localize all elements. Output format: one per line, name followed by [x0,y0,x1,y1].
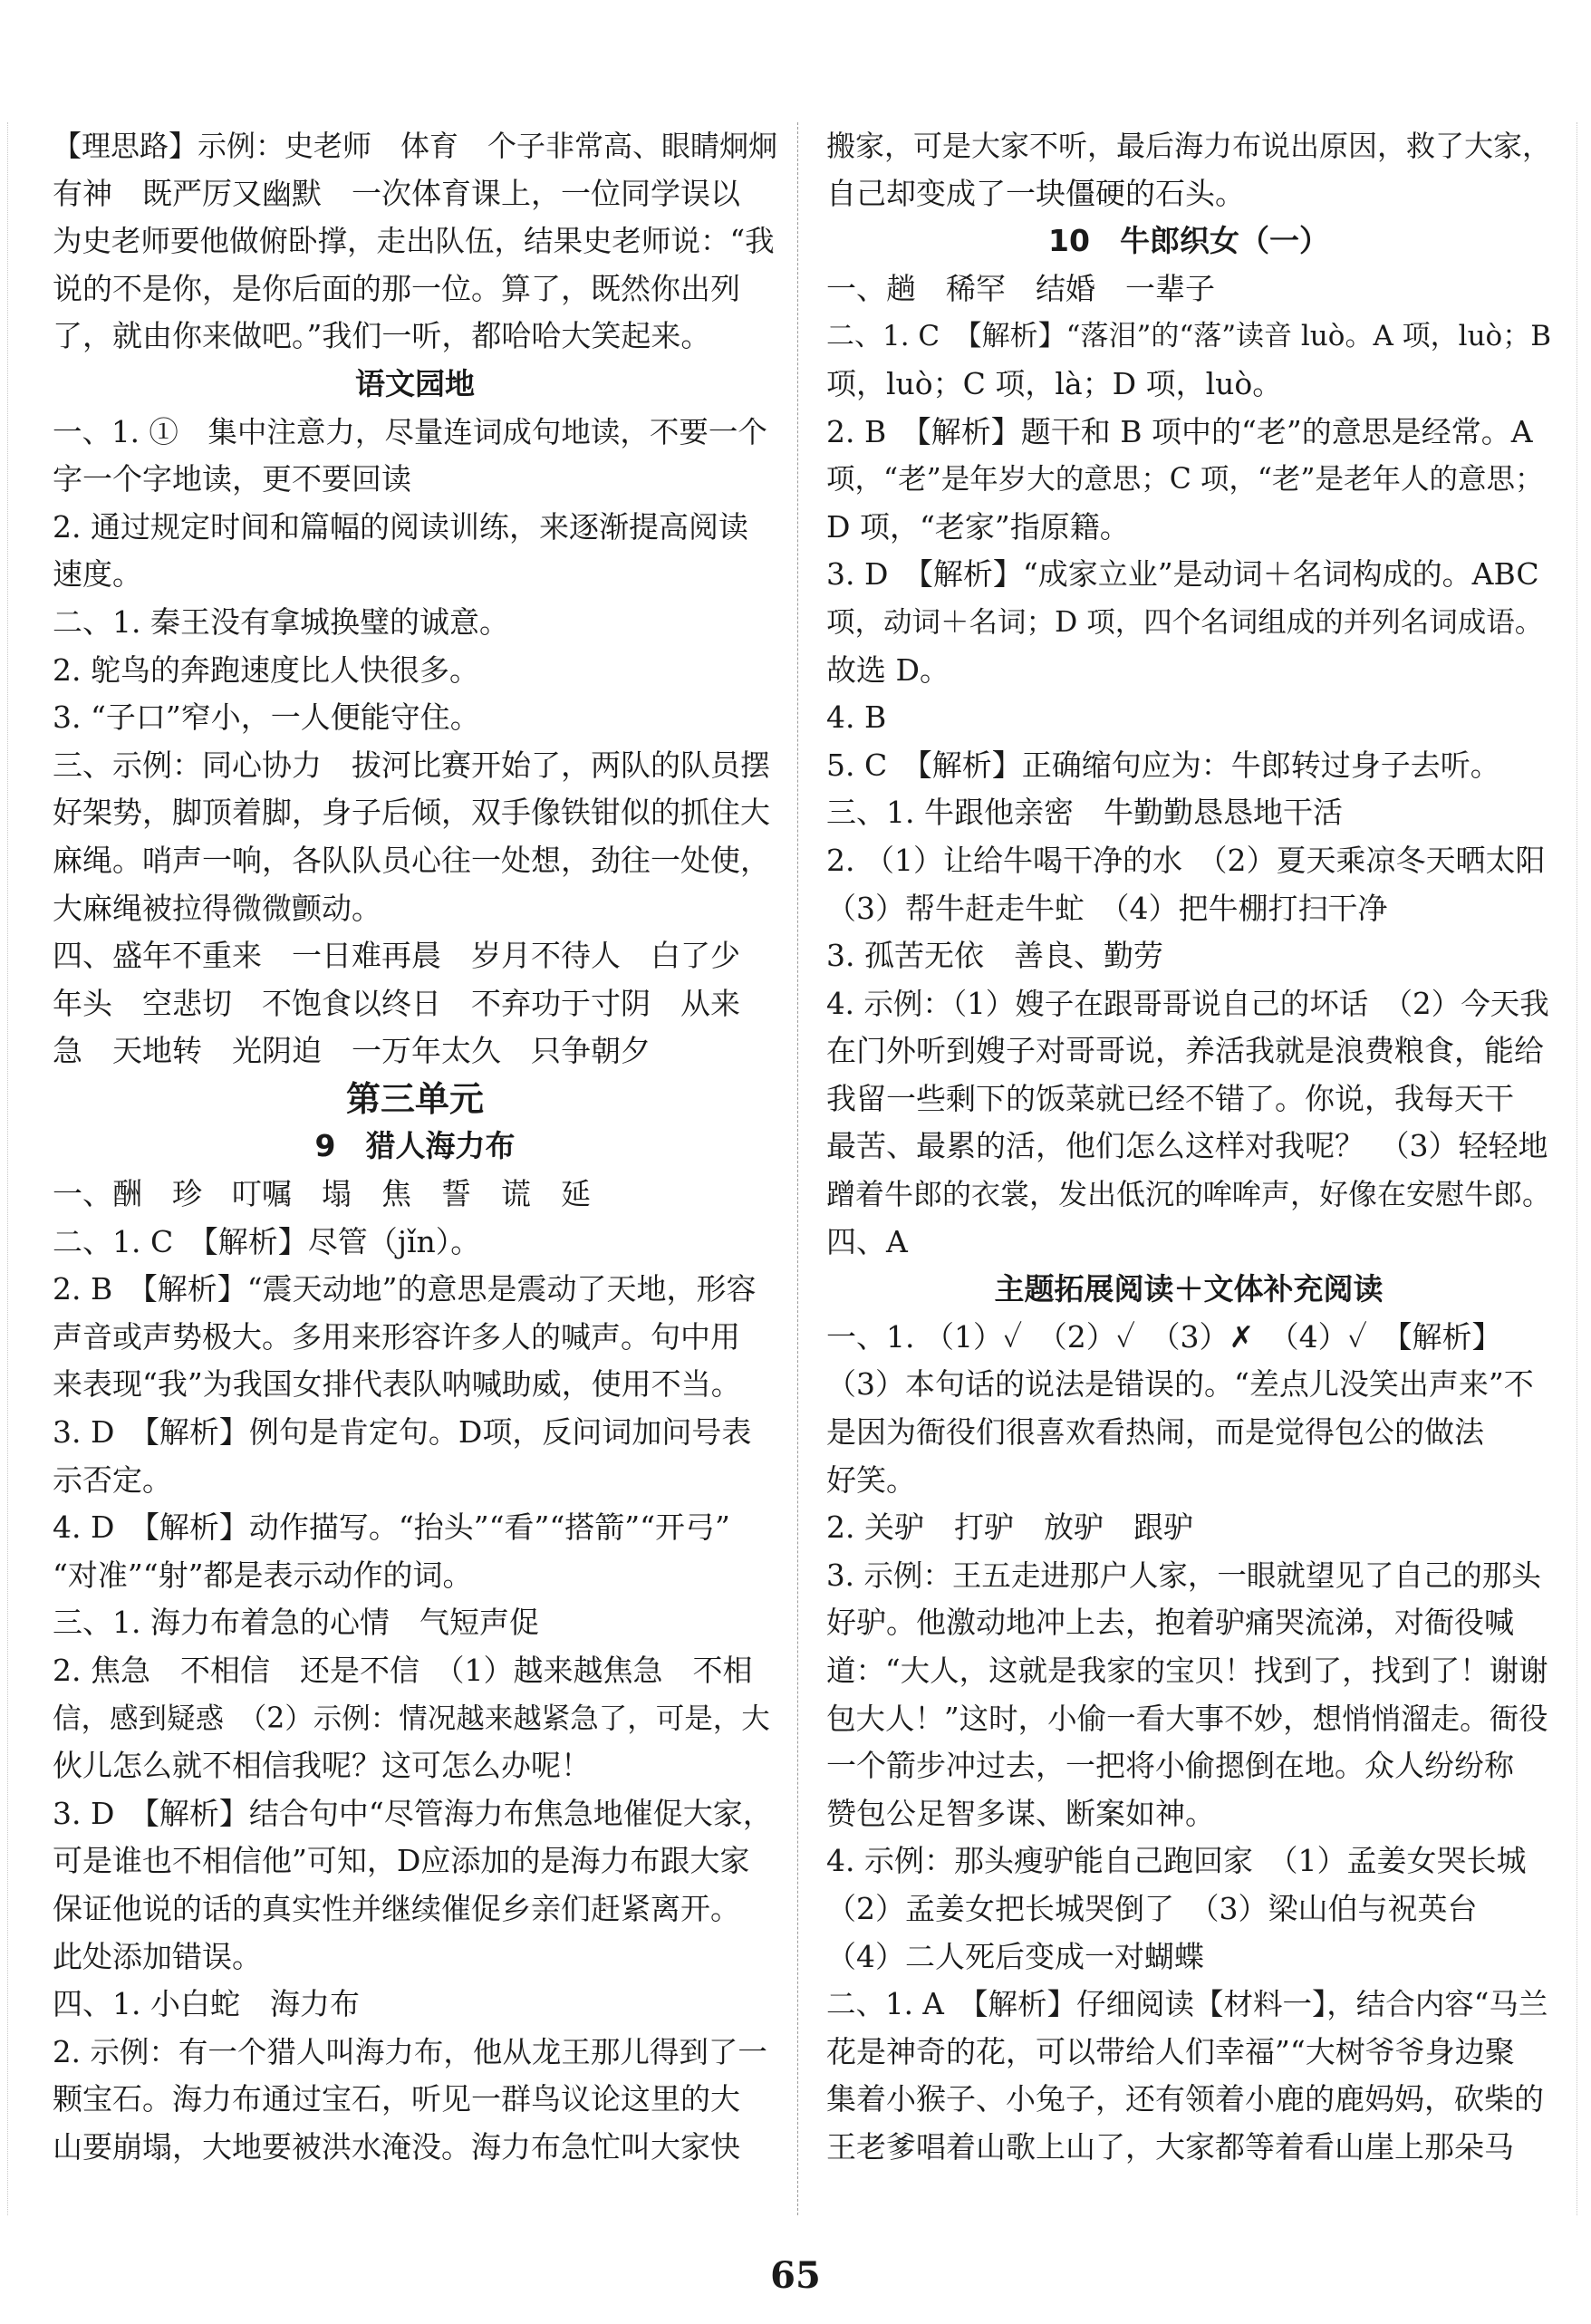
left-text-line: 一、酬 珍 叮嘱 塌 焦 誓 谎 延 [53,1176,591,1212]
left-text-line: “对准”“射”都是表示动作的词。 [53,1557,473,1593]
left-text-line: 山要崩塌，大地要被洪水淹没。海力布急忙叫大家快 [53,2128,740,2165]
left-text-line: 字一个字地读，更不要回读 [53,461,411,497]
right-text-line: 2. B 【解析】题干和 B 项中的“老”的意思是经常。A [826,413,1533,449]
right-text-line: 集着小猴子、小兔子，还有领着小鹿的鹿妈妈，砍柴的 [826,2081,1544,2117]
left-text-line: 好架势，脚顶着脚，身子后倾，双手像铁钳似的抓住大 [53,795,770,831]
left-text-line: 四、盛年不重来 一日难再晨 岁月不待人 白了少 [53,938,740,974]
left-text-line: 信，感到疑惑 （2）示例：情况越来越紧急了，可是，大 [53,1702,770,1735]
right-text-line: 3. D 【解析】“成家立业”是动词＋名词构成的。ABC [826,556,1539,593]
right-text-line: 4. 示例：那头瘦驴能自己跑回家 （1）孟姜女哭长城 [826,1843,1527,1879]
left-text-line: 速度。 [53,556,142,593]
left-text-line: 年头 空悲切 不饱食以终日 不弃功于寸阴 从来 [53,985,740,1021]
left-text-line: 3. D 【解析】例句是肯定句。D项，反问词加问号表 [53,1414,752,1451]
right-text-line: （3）本句话的说法是错误的。“差点儿没笑出声来”不 [826,1366,1534,1403]
left-unit-heading: 第三单元 [345,1078,484,1119]
right-text-line: 是因为衙役们很喜欢看热闹，而是觉得包公的做法 [826,1414,1484,1451]
right-text-line: 道：“大人，这就是我家的宝贝！找到了，找到了！谢谢 [826,1654,1548,1688]
left-text-line: 说的不是你，是你后面的那一位。算了，既然你出列 [53,270,740,306]
right-text-line: 三、1. 牛跟他亲密 牛勤勤恳恳地干活 [826,795,1343,831]
right-text-line: 5. C 【解析】正确缩句应为：牛郎转过身子去听。 [826,747,1500,783]
left-text-line: 大麻绳被拉得微微颤动。 [53,890,381,926]
left-text-line: 急 天地转 光阴迫 一万年太久 只争朝夕 [53,1033,651,1069]
left-text-line: 2. 鸵鸟的奔跑速度比人快很多。 [53,651,479,688]
left-section-heading: 语文园地 [355,365,475,401]
left-text-line: 可是谁也不相信他”可知，D应添加的是海力布跟大家 [53,1843,750,1879]
right-text-line: 四、A [826,1223,908,1259]
left-text-line: 2. 通过规定时间和篇幅的阅读训练，来逐渐提高阅读 [53,508,748,545]
right-text-line: 我留一些剩下的饭菜就已经不错了。你说，我每天干 [826,1080,1514,1116]
right-text-line: （2）孟姜女把长城哭倒了 （3）梁山伯与祝英台 [826,1890,1478,1926]
left-text-line: 2. 焦急 不相信 还是不信 （1）越来越焦急 不相 [53,1653,753,1688]
right-text-line: 好驴。他激动地冲上去，抱着驴痛哭流涕，对衙役喊 [826,1605,1514,1641]
left-text-line: 3. “子口”窄小，一人便能守住。 [53,699,480,736]
left-text-line: 为史老师要他做俯卧撑，走出队伍，结果史老师说：“我 [53,224,775,259]
left-text-line: 4. D 【解析】动作描写。“抬头”“看”“搭箭”“开弓” [53,1509,730,1546]
right-text-line: 故选 D。 [826,651,950,688]
right-text-line: 搬家，可是大家不听，最后海力布说出原因，救了大家， [826,129,1551,163]
right-column [826,122,1551,2172]
column-divider [797,122,798,2215]
left-text-line: 一、1. ① 集中注意力，尽量连词成句地读，不要一个 [53,414,767,449]
left-text-line: 伙儿怎么就不相信我呢？这可怎么办呢！ [53,1748,591,1784]
left-text-line: 颗宝石。海力布通过宝石，听见一群鸟议论这里的大 [53,2081,740,2117]
left-text-line: 四、1. 小白蛇 海力布 [53,1986,360,2022]
right-text-line: 自己却变成了一块僵硬的石头。 [826,175,1245,211]
left-text-line: 此处添加错误。 [53,1938,262,1974]
right-text-line: 3. 示例：王五走进那户人家，一眼就望见了自己的那头 [826,1557,1541,1593]
right-text-line: （3）帮牛赶走牛虻 （4）把牛棚打扫干净 [826,890,1388,926]
left-text-line: 来表现“我”为我国女排代表队呐喊助威，使用不当。 [53,1366,741,1403]
left-text-line: 2. B 【解析】“震天动地”的意思是震动了天地，形容 [53,1271,757,1307]
right-text-line: 项，luò；C 项，là；D 项，luò。 [826,365,1283,401]
page-number: 65 [770,2254,821,2297]
right-text-line: 蹭着牛郎的衣裳，发出低沉的哞哞声，好像在安慰牛郎。 [826,1177,1551,1212]
right-text-line: 4. B [826,699,887,736]
left-text-line: 3. D 【解析】结合句中“尽管海力布焦急地催促大家， [53,1795,773,1831]
left-text-line: 示否定。 [53,1461,172,1498]
right-text-line: 赞包公足智多谋、断案如神。 [826,1795,1215,1831]
right-text-line: 好笑。 [826,1461,916,1498]
left-text-line: 有神 既严厉又幽默 一次体育课上，一位同学误以 [53,175,740,211]
right-text-line: 包大人！”这时，小偷一看大事不妙，想悄悄溜走。衙役 [826,1701,1548,1736]
right-text-line: 二、1. C 【解析】“落泪”的“落”读音 luò。A 项，luò；B [826,320,1551,353]
right-text-line: （4）二人死后变成一对蝴蝶 [826,1938,1204,1974]
left-column [53,122,777,2172]
right-text-line: 一个箭步冲过去，一把将小偷摁倒在地。众人纷纷称 [826,1748,1514,1784]
left-text-line: 了，就由你来做吧。”我们一听，都哈哈大笑起来。 [53,318,711,354]
right-text-line: 花是神奇的花，可以带给人们幸福”“大树爷爷身边聚 [826,2033,1515,2069]
left-text-line: 三、1. 海力布着急的心情 气短声促 [53,1605,539,1641]
right-text-line: 3. 孤苦无依 善良、勤劳 [826,938,1163,974]
right-text-line: 项，动词＋名词；D 项，四个名词组成的并列名词成语。 [826,605,1544,639]
right-text-line: 王老爹唱着山歌上山了，大家都等着看山崖上那朵马 [826,2128,1514,2165]
right-text-line: 4. 示例：（1）嫂子在跟哥哥说自己的坏话 （2）今天我 [826,986,1549,1021]
left-text-line: 2. 示例：有一个猎人叫海力布，他从龙王那儿得到了一 [53,2034,767,2069]
left-text-line: 保证他说的话的真实性并继续催促乡亲们赶紧离开。 [53,1890,740,1926]
page-edge-left [7,122,8,2215]
right-text-line: 一、1. （1）✓ （2）✓ （3）✗ （4）✓ 【解析】 [826,1318,1502,1355]
right-text-line: 二、1. A 【解析】仔细阅读【材料一】，结合内容“马兰 [826,1987,1548,2022]
right-text-line: 一、趟 稀罕 结婚 一辈子 [826,270,1215,306]
right-text-line: 2. 关驴 打驴 放驴 跟驴 [826,1509,1193,1546]
left-text-line: 【理思路】示例：史老师 体育 个子非常高、眼睛炯炯 [53,129,777,163]
right-text-line: 2. （1）让给牛喝干净的水 （2）夏天乘凉冬天晒太阳 [826,842,1546,878]
left-text-line: 声音或声势极大。多用来形容许多人的喊声。句中用 [53,1318,740,1355]
left-text-line: 三、示例：同心协力 拔河比赛开始了，两队的队员摆 [53,747,770,783]
left-section-heading: 9 猎人海力布 [314,1128,516,1164]
left-text-line: 二、1. C 【解析】尽管（jǐn）。 [53,1223,481,1259]
left-text-line: 麻绳。哨声一响，各队队员心往一处想，劲往一处使， [53,842,770,878]
right-text-line: D 项，“老家”指原籍。 [826,508,1130,545]
right-section-heading: 主题拓展阅读＋文体补充阅读 [994,1271,1384,1307]
right-section-heading: 10 牛郎织女（一） [1048,223,1329,259]
right-text-line: 最苦、最累的活，他们怎么这样对我呢？ （3）轻轻地 [826,1128,1548,1164]
right-text-line: 在门外听到嫂子对哥哥说，养活我就是浪费粮食，能给 [826,1033,1544,1069]
right-text-line: 项，“老”是年岁大的意思；C 项，“老”是老年人的意思； [826,463,1544,497]
left-text-line: 二、1. 秦王没有拿城换璧的诚意。 [53,603,509,640]
